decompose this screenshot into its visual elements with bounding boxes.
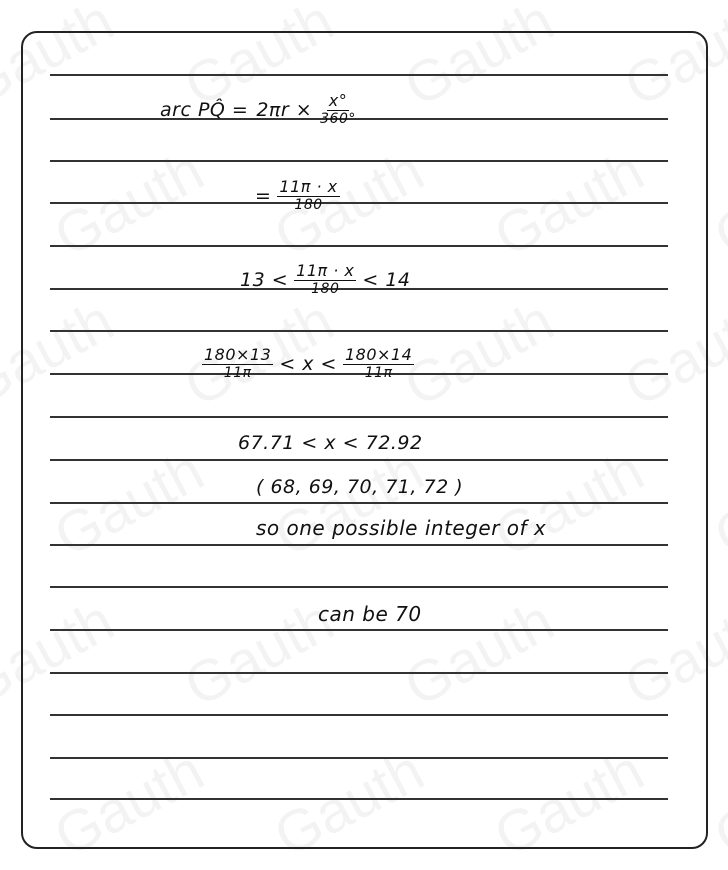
arc-label: arc PQ̂ = bbox=[160, 98, 249, 121]
answer-text: can be 70 bbox=[318, 602, 422, 626]
ruled-line bbox=[50, 629, 668, 631]
inequality-middle: < x < bbox=[279, 352, 337, 375]
solved-inequality bbox=[196, 346, 420, 381]
ruled-line bbox=[50, 202, 668, 204]
numerator: x° bbox=[328, 91, 348, 110]
ruled-line bbox=[50, 544, 668, 546]
fraction bbox=[294, 262, 356, 297]
numeric-range: 67.71 < x < 72.92 bbox=[238, 432, 423, 454]
denominator: 11π bbox=[223, 365, 252, 382]
conclusion-text: so one possible integer of x bbox=[256, 516, 547, 540]
ruled-line bbox=[50, 330, 668, 332]
ruled-line bbox=[50, 459, 668, 461]
arc-length-formula bbox=[160, 92, 364, 127]
fraction bbox=[318, 92, 358, 127]
numerator: 180×14 bbox=[344, 345, 413, 364]
ruled-line bbox=[50, 160, 668, 162]
ruled-line bbox=[50, 798, 668, 800]
ruled-line bbox=[50, 672, 668, 674]
ruled-line bbox=[50, 714, 668, 716]
denominator: 180 bbox=[311, 281, 340, 298]
left-bound: 13 < bbox=[240, 268, 289, 291]
numerator: 11π · x bbox=[296, 261, 355, 280]
numerator: 180×13 bbox=[204, 345, 272, 364]
right-bound: < 14 bbox=[362, 268, 411, 291]
denominator: 360° bbox=[320, 111, 356, 128]
denominator: 11π bbox=[364, 365, 393, 382]
fraction bbox=[277, 178, 339, 213]
denominator: 180 bbox=[294, 197, 323, 214]
ruled-line bbox=[50, 502, 668, 504]
numerator: 11π · x bbox=[279, 177, 338, 196]
integer-list: ( 68, 69, 70, 71, 72 ) bbox=[256, 476, 464, 498]
inequality bbox=[240, 262, 411, 297]
ruled-line bbox=[50, 245, 668, 247]
ruled-line bbox=[50, 586, 668, 588]
ruled-line bbox=[50, 74, 668, 76]
equals: = bbox=[255, 184, 272, 207]
formula-term: 2πr × bbox=[256, 98, 313, 121]
simplified-formula bbox=[255, 178, 346, 213]
fraction bbox=[343, 346, 414, 381]
fraction bbox=[202, 346, 273, 381]
ruled-line bbox=[50, 757, 668, 759]
ruled-line bbox=[50, 416, 668, 418]
